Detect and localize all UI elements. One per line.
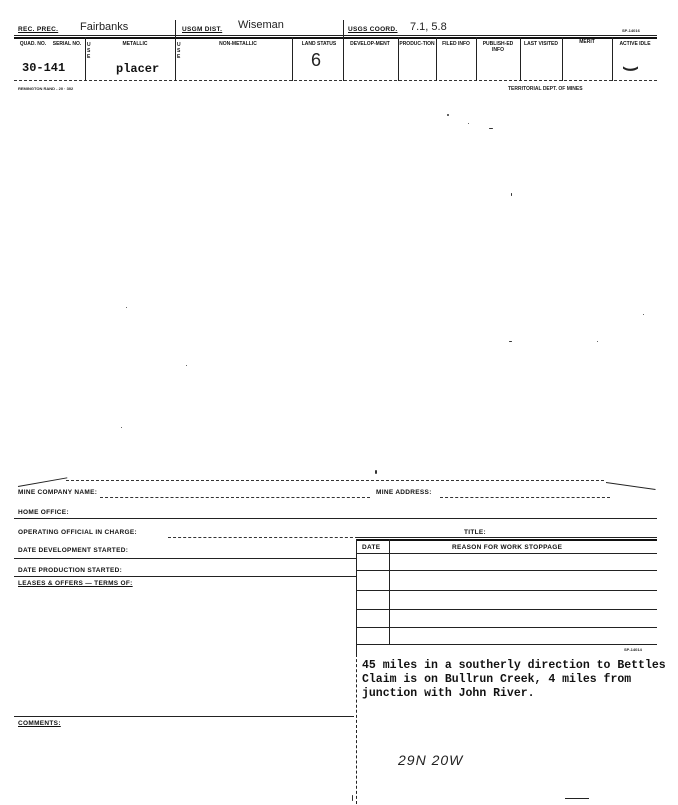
form-code-bottom: SP-14014 [624, 647, 642, 652]
col-sep-8 [520, 37, 521, 81]
rec-prec-label: REC. PREC. [18, 26, 59, 33]
header-footer-right: TERRITORIAL DEPT. OF MINES [508, 86, 583, 92]
quad-serial-value: 30-141 [22, 61, 66, 75]
col-quad-no: QUAD. NO. [19, 41, 47, 47]
mine-address-label: MINE ADDRESS: [376, 489, 432, 496]
usgs-dist-label: USGM DIST. [182, 26, 223, 33]
stoppage-table-top [356, 539, 657, 541]
operating-official-line [168, 537, 358, 538]
home-office-line [14, 518, 657, 519]
comments-label: COMMENTS: [18, 720, 61, 727]
stoppage-left-border [356, 539, 357, 654]
comments-top-line [14, 716, 354, 717]
notes-line-3: junction with John River. [362, 687, 535, 700]
leases-offers-label: LEASES & OFFERS — TERMS OF: [18, 580, 133, 587]
date-production-label: DATE PRODUCTION STARTED: [18, 567, 123, 574]
stoppage-reason-header: REASON FOR WORK STOPPAGE [452, 544, 563, 551]
col-sep-7 [476, 37, 477, 81]
lower-center-divider [356, 654, 357, 804]
col-sep-9 [562, 37, 563, 81]
title-line [356, 537, 657, 538]
col-development: DEVELOP-MENT [350, 41, 390, 47]
active-idle-mark: ) [622, 66, 640, 72]
usgs-dist-value: Wiseman [238, 19, 284, 31]
col-last-visited: LAST VISITED [524, 41, 558, 47]
bottom-center-tick [352, 795, 353, 801]
col-sep-3 [292, 37, 293, 81]
header-rule-top [14, 35, 657, 36]
stoppage-row-3 [356, 609, 657, 610]
col-sep-2 [175, 20, 176, 81]
header-rule-double [14, 37, 657, 39]
usgs-coord-label: USGS COORD. [348, 26, 398, 33]
stoppage-row-5 [356, 644, 657, 645]
title-label: TITLE: [464, 529, 487, 536]
notes-line-1: 45 miles in a southerly direction to Bettles [362, 659, 666, 672]
date-production-line [14, 576, 356, 577]
header-rule-bottom [14, 80, 657, 81]
stoppage-date-header: DATE [362, 544, 381, 551]
rec-prec-value: Fairbanks [80, 21, 129, 33]
usgs-coord-value: 7.1, 5.8 [410, 21, 447, 33]
col-land-status: LAND STATUS [301, 41, 337, 47]
date-development-label: DATE DEVELOPMENT STARTED: [18, 547, 129, 554]
mine-company-name-line [100, 497, 370, 498]
mine-company-name-label: MINE COMPANY NAME: [18, 489, 98, 496]
home-office-label: HOME OFFICE: [18, 509, 69, 516]
col-sep-6 [436, 37, 437, 81]
col-sep-4 [343, 20, 344, 81]
form-code-top: SP-14016 [622, 28, 640, 33]
col-non-metallic: NON-METALLIC [219, 41, 257, 47]
non-metallic-use-marks: U S E [177, 42, 181, 60]
col-filed-info: FILED INFO [442, 41, 470, 47]
form-top-left-stroke [18, 477, 67, 487]
col-active-idle: ACTIVE IDLE [619, 41, 651, 47]
stoppage-date-divider [389, 539, 390, 644]
stoppage-row-4 [356, 627, 657, 628]
metallic-value: placer [116, 62, 160, 76]
col-metallic: METALLIC [122, 41, 148, 47]
col-production: PRODUC-TION [399, 41, 435, 47]
stoppage-row-1 [356, 570, 657, 571]
header-footer-left: REMINGTON RAND - 20 · 302 [18, 86, 74, 91]
bottom-right-stroke [565, 798, 589, 799]
col-sep-10 [612, 37, 613, 81]
col-sep-1 [85, 37, 86, 81]
col-merit: MERIT [579, 39, 595, 45]
metallic-use-marks: U S E [87, 42, 91, 60]
form-top-right-stroke [606, 482, 656, 490]
land-status-value: 6 [311, 50, 322, 70]
form-top-dash [66, 480, 604, 481]
handwritten-location: 29N 20W [398, 752, 464, 768]
mine-address-line [440, 497, 610, 498]
col-serial-no: SERIAL NO. [52, 41, 82, 47]
stoppage-row-2 [356, 590, 657, 591]
stoppage-header-line [356, 553, 657, 554]
date-development-line [14, 558, 356, 559]
notes-line-2: Claim is on Bullrun Creek, 4 miles from [362, 673, 632, 686]
col-published-info: PUBLISH-ED INFO [482, 41, 514, 53]
operating-official-label: OPERATING OFFICIAL IN CHARGE: [18, 529, 137, 536]
